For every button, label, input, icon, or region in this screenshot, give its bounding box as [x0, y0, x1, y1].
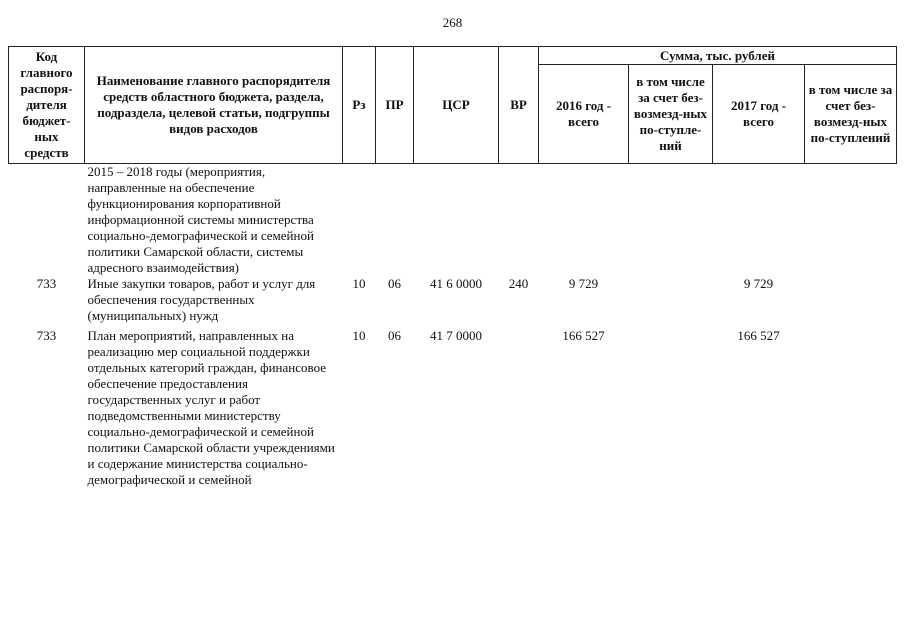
row-free-2017 [805, 276, 897, 324]
row-code: 733 [36, 328, 57, 343]
row-sum-2017: 9 729 [743, 276, 774, 291]
header-sum-group: Сумма, тыс. рублей [539, 47, 897, 65]
header-pr: ПР [376, 47, 414, 164]
row-vr [499, 328, 539, 488]
budget-table [8, 46, 897, 488]
row-code [9, 164, 85, 277]
table-row [9, 164, 897, 277]
table-body [9, 164, 897, 489]
row-pr: 06 [388, 328, 401, 343]
header-2016-total: 2016 год - всего [539, 65, 629, 164]
table-row [9, 276, 897, 324]
row-sum-2016: 9 729 [568, 276, 599, 291]
row-free-2017 [805, 164, 897, 277]
row-name: Иные закупки товаров, работ и услуг для обеспечения государственных (муниципальных) нужд [87, 276, 316, 323]
row-code: 733 [36, 276, 57, 291]
row-vr [499, 164, 539, 277]
header-csr: ЦСР [414, 47, 499, 164]
header-code: Код главного распоря-дителя бюджет-ных средств [9, 47, 85, 164]
row-rz [343, 164, 376, 277]
row-sum-2016 [539, 164, 629, 277]
header-vr: ВР [499, 47, 539, 164]
header-2016-free: в том числе за счет без-возмезд-ных по-ступле-ний [629, 65, 713, 164]
row-free-2016 [629, 328, 713, 488]
row-pr [376, 164, 414, 277]
row-sum-2016: 166 527 [562, 328, 605, 343]
header-rz: Рз [343, 47, 376, 164]
row-free-2017 [805, 328, 897, 488]
row-csr [414, 164, 499, 277]
row-vr: 240 [508, 276, 529, 291]
row-name: План мероприятий, направленных на реализацию мер социальной поддержки отдельных категорий граждан, финансовое обеспечение предоставления государственных услуг и работ подведомственными министерству социально-демографической и семейной политики Самарской области учреждениями и содержание министерства социально-демографической и семейной [87, 328, 335, 487]
row-csr: 41 7 0000 [430, 328, 482, 343]
row-free-2016 [629, 276, 713, 324]
row-sum-2017: 166 527 [737, 328, 780, 343]
header-name: Наименование главного распорядителя средств областного бюджета, раздела, подраздела, целевой статьи, подгруппы видов расходов [85, 47, 343, 164]
table-row [9, 328, 897, 488]
row-csr: 41 6 0000 [430, 276, 482, 291]
header-2017-free: в том числе за счет без-возмезд-ных по-ступлений [805, 65, 897, 164]
row-rz: 10 [352, 276, 366, 291]
header-2017-total: 2017 год - всего [713, 65, 805, 164]
page-number: 268 [442, 15, 463, 30]
row-rz: 10 [352, 328, 366, 343]
row-free-2016 [629, 164, 713, 277]
table-header [9, 47, 897, 164]
row-pr: 06 [388, 276, 401, 291]
row-name: 2015 – 2018 годы (мероприятия, направленные на обеспечение функционирования корпоративной информационной системы министерства социально-демографической и семейной политики Самарской области, системы адресного взаимодействия) [87, 164, 314, 275]
row-sum-2017 [713, 164, 805, 277]
